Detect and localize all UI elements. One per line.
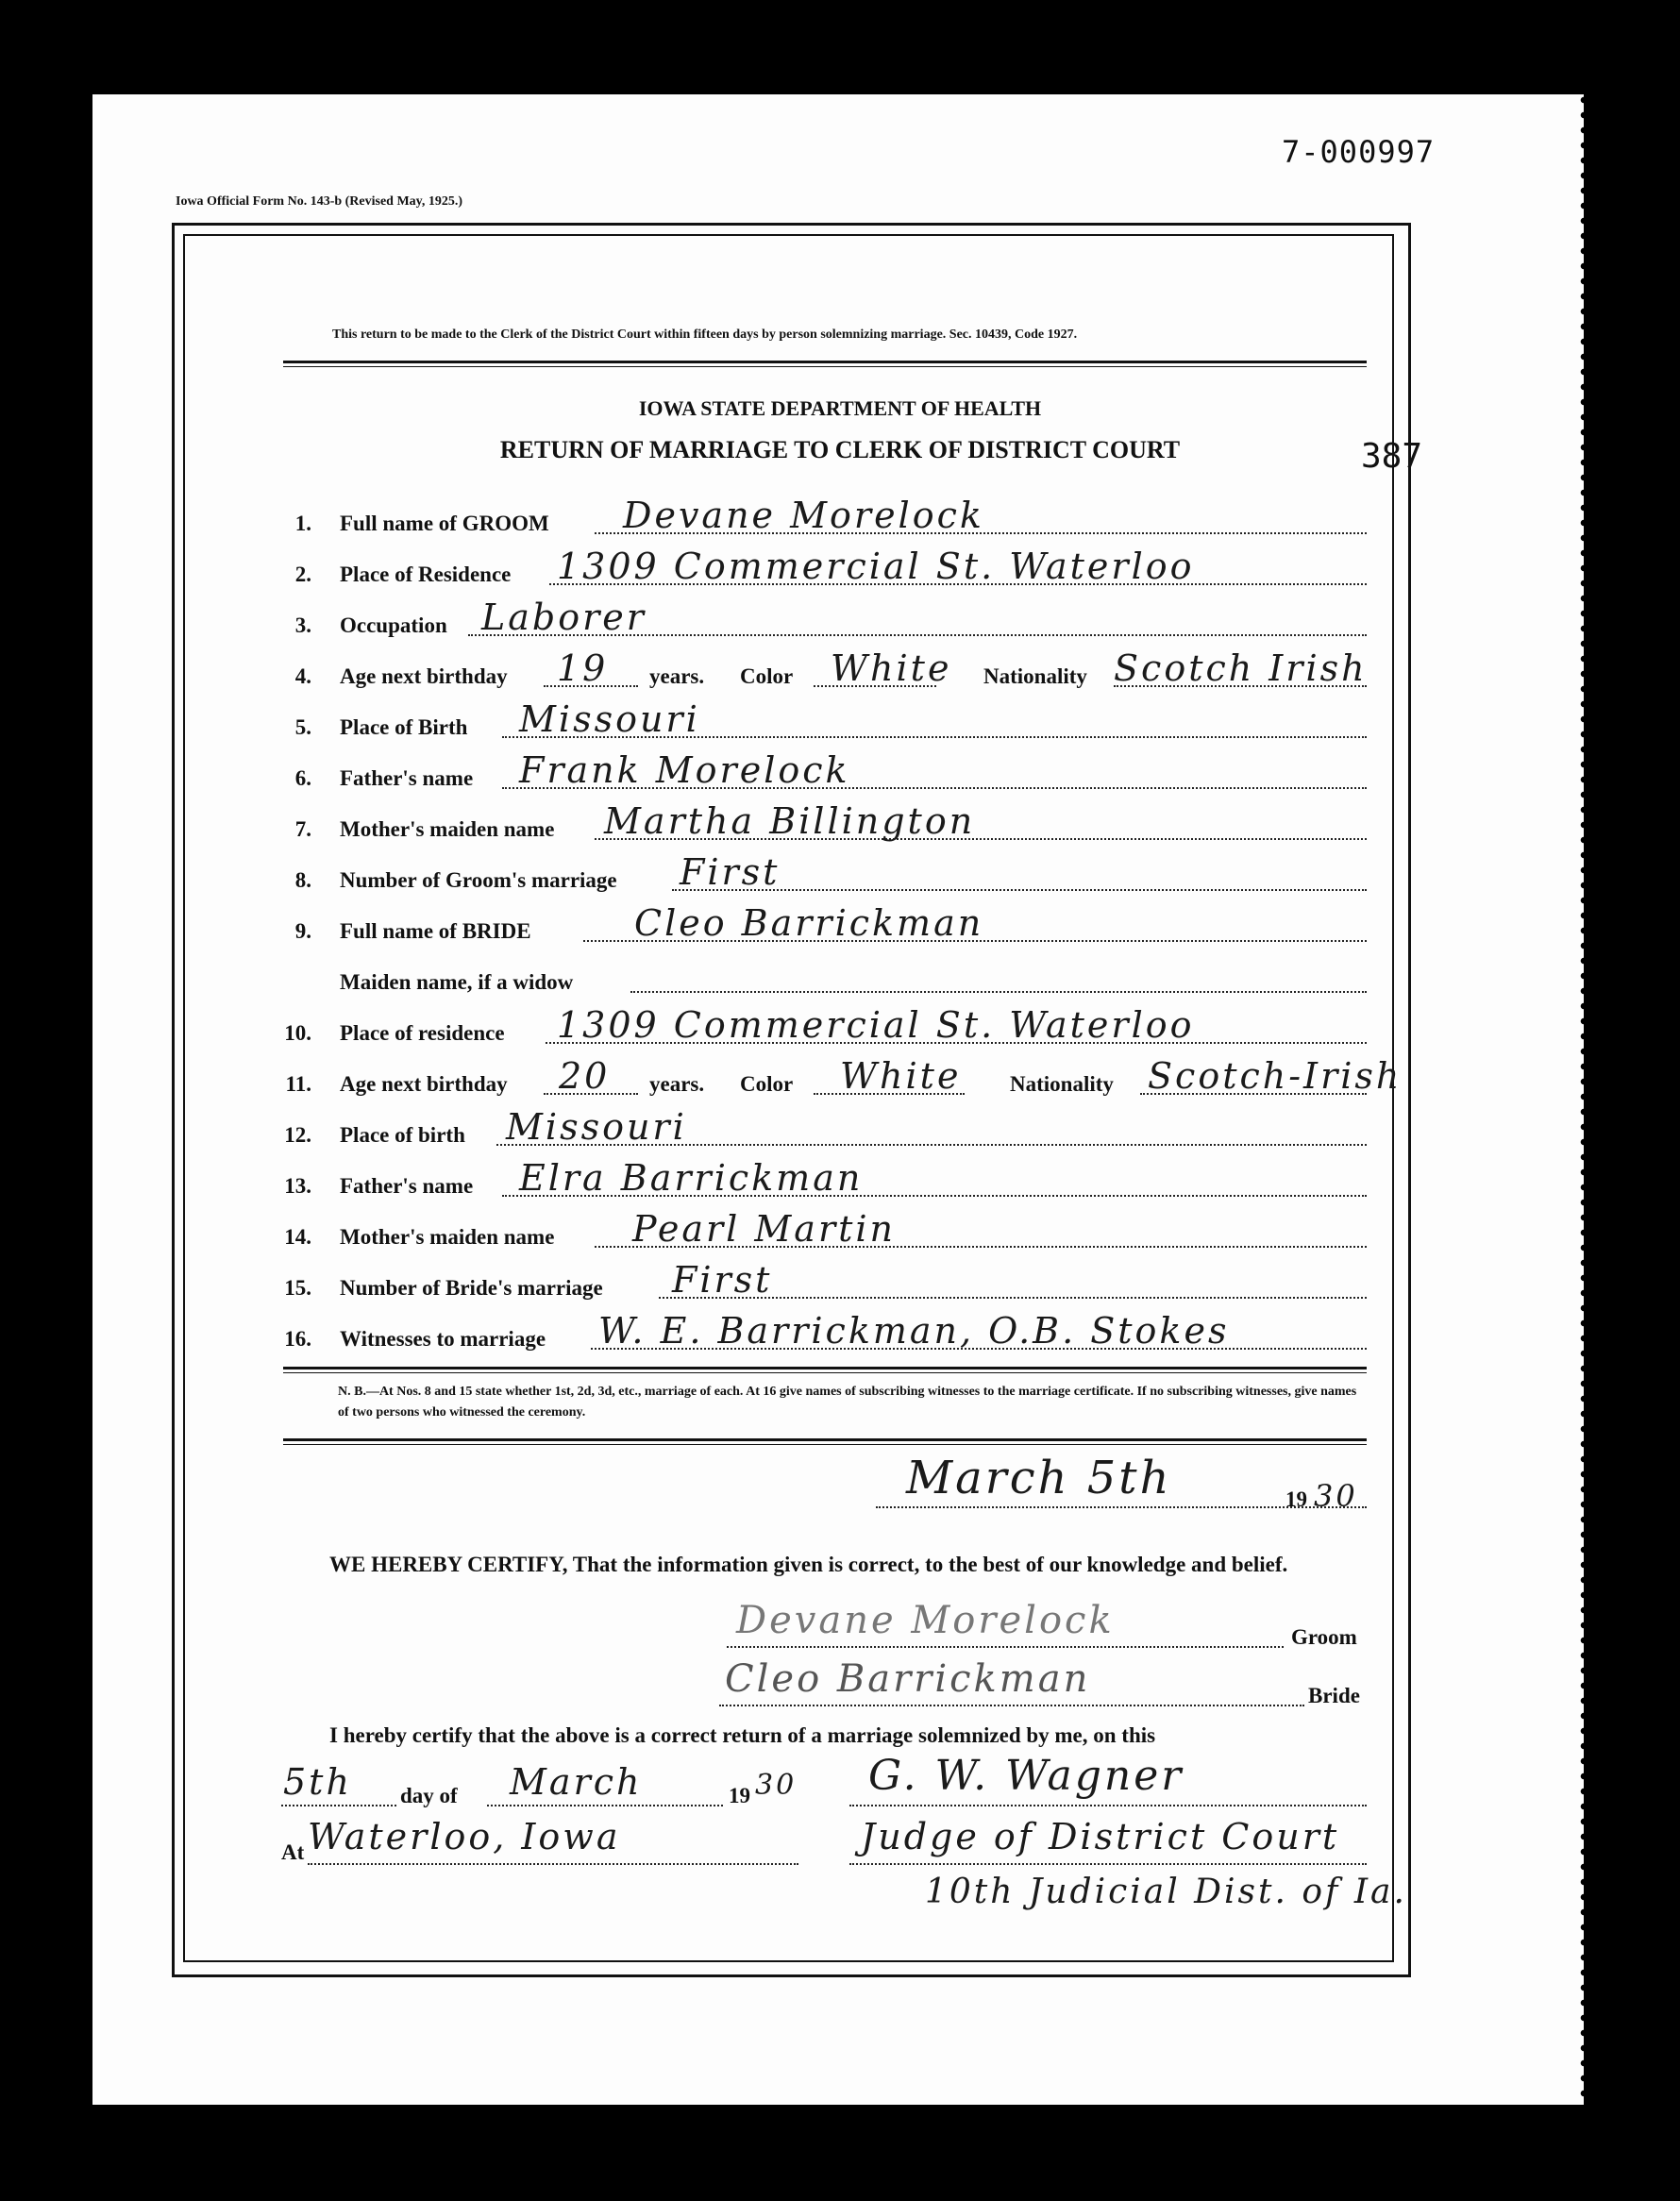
field-label: Place of birth	[340, 1123, 465, 1147]
field-label: Occupation	[340, 613, 447, 637]
at-label: At	[281, 1840, 305, 1864]
field-number: 6.	[294, 766, 311, 790]
day-fill-line	[281, 1805, 396, 1806]
officiant-place: Waterloo, Iowa	[308, 1816, 621, 1857]
page-number: 387	[1361, 437, 1423, 476]
bride-name-value: Cleo Barrickman	[634, 902, 984, 944]
bride-signature-line	[719, 1705, 1304, 1706]
field-row-bride-residence	[283, 1004, 1369, 1048]
bride-signature: Cleo Barrickman	[725, 1657, 1091, 1701]
nb-note: N. B.—At Nos. 8 and 15 state whether 1st, 2d, 3d, etc., marriage of each. At 16 give names of subscribing witnesses to the marriage certificate. If no subscribing witnesses, give names of two persons who witnessed the ceremony.	[338, 1385, 1357, 1420]
field-number: 8.	[294, 868, 311, 892]
field-label: Maiden name, if a widow	[340, 970, 574, 994]
officiant-statement: I hereby certify that the above is a correct return of a marriage solemnized by me, on this	[329, 1723, 1156, 1747]
field-number: 16.	[284, 1327, 311, 1351]
double-rule	[283, 361, 1367, 367]
bride-age-value: 20	[559, 1055, 611, 1097]
field-row-occupation	[283, 596, 1369, 640]
form-id: Iowa Official Form No. 143-b (Revised May, 1925.)	[176, 194, 463, 209]
field-label: Witnesses to marriage	[340, 1327, 546, 1351]
field-row-groom-name	[283, 495, 1369, 538]
field-number: 11.	[285, 1072, 311, 1096]
field-row-groom-marriage-number	[283, 851, 1369, 895]
field-row-bride-father	[283, 1157, 1369, 1201]
groom-signature: Devane Morelock	[736, 1599, 1115, 1642]
field-number: 12.	[284, 1123, 311, 1147]
department-heading: IOWA STATE DEPARTMENT OF HEALTH	[638, 396, 1042, 420]
date-year-suffix: 30	[1314, 1478, 1358, 1514]
field-number: 9.	[294, 919, 311, 943]
field-label: Full name of GROOM	[340, 512, 549, 535]
field-number: 5.	[294, 715, 311, 739]
officiant-signature-line	[849, 1805, 1367, 1806]
officiant-year-prefix: 19	[729, 1784, 750, 1807]
day-of-label: day of	[400, 1784, 458, 1807]
groom-father-value: Frank Morelock	[519, 749, 850, 791]
officiant-day: 5th	[283, 1761, 352, 1803]
field-row-groom-age	[283, 647, 1369, 691]
field-label: Father's name	[340, 766, 474, 790]
field-number: 14.	[284, 1225, 311, 1249]
field-row-groom-father	[283, 749, 1369, 793]
field-row-bride-age	[283, 1055, 1403, 1099]
field-number: 3.	[294, 613, 311, 637]
groom-mother-value: Martha Billington	[604, 800, 976, 842]
field-row-groom-birthplace	[283, 698, 1369, 742]
groom-sig-label: Groom	[1291, 1625, 1357, 1649]
field-row-groom-residence	[283, 546, 1369, 589]
bride-nationality-value: Scotch-Irish	[1148, 1055, 1403, 1097]
double-rule	[283, 1438, 1367, 1445]
field-row-groom-mother	[283, 800, 1369, 844]
bride-father-value: Elra Barrickman	[519, 1157, 864, 1199]
field-number: 4.	[294, 664, 311, 688]
field-label: Age next birthday	[340, 664, 508, 688]
field-row-witnesses	[283, 1310, 1369, 1353]
place-fill-line	[308, 1863, 798, 1865]
bride-birthplace-value: Missouri	[506, 1106, 687, 1148]
field-row-bride-name	[283, 902, 1369, 946]
field-label: Mother's maiden name	[340, 817, 555, 841]
officiant-title-line	[849, 1863, 1367, 1865]
officiant-month: March	[510, 1761, 643, 1803]
bride-marriage-number-value: First	[672, 1259, 773, 1301]
years-label: years.	[649, 664, 705, 688]
nationality-label: Nationality	[983, 664, 1087, 688]
groom-signature-line	[727, 1646, 1284, 1648]
field-row-bride-mother	[283, 1208, 1369, 1252]
field-label: Age next birthday	[340, 1072, 508, 1096]
officiant-title-1: Judge of District Court	[861, 1816, 1340, 1857]
certify-statement: WE HEREBY CERTIFY, That the information given is correct, to the best of our knowledge and belief.	[329, 1553, 1288, 1576]
nationality-label: Nationality	[1010, 1072, 1114, 1096]
occupation-value: Laborer	[481, 596, 647, 638]
field-label: Number of Bride's marriage	[340, 1276, 603, 1300]
field-label: Place of Birth	[340, 715, 468, 739]
groom-name-value: Devane Morelock	[623, 495, 984, 536]
field-number: 7.	[294, 817, 311, 841]
officiant-year-suffix: 30	[755, 1769, 798, 1802]
field-label: Full name of BRIDE	[340, 919, 531, 943]
bride-color-value: White	[840, 1055, 962, 1097]
field-number: 1.	[294, 512, 311, 535]
field-label: Number of Groom's marriage	[340, 868, 617, 892]
field-row-bride-birthplace	[283, 1106, 1369, 1150]
double-rule	[283, 1367, 1367, 1373]
groom-color-value: White	[831, 647, 952, 689]
field-row-bride-marriage-number	[283, 1259, 1369, 1302]
field-row-bride-maiden	[283, 957, 1369, 997]
groom-marriage-number-value: First	[680, 851, 781, 893]
document-number: 7-000997	[1282, 134, 1436, 170]
bride-sig-label: Bride	[1308, 1684, 1360, 1707]
years-label: years.	[649, 1072, 705, 1096]
field-number: 13.	[284, 1174, 311, 1198]
field-number: 15.	[284, 1276, 311, 1300]
witnesses-value: W. E. Barrickman, O.B. Stokes	[598, 1310, 1230, 1352]
color-label: Color	[740, 664, 794, 688]
bride-residence-value: 1309 Commercial St. Waterloo	[557, 1004, 1195, 1046]
fill-line	[630, 991, 1367, 993]
field-label: Mother's maiden name	[340, 1225, 555, 1249]
field-number: 2.	[294, 563, 311, 586]
field-label: Place of Residence	[340, 563, 512, 586]
field-label: Place of residence	[340, 1021, 505, 1045]
field-label: Father's name	[340, 1174, 474, 1198]
month-fill-line	[487, 1805, 723, 1806]
date-value: March 5th	[906, 1452, 1172, 1504]
officiant-title-2: 10th Judicial Dist. of Ia.	[925, 1873, 1407, 1911]
groom-birthplace-value: Missouri	[519, 698, 700, 740]
groom-nationality-value: Scotch Irish	[1114, 647, 1368, 689]
color-label: Color	[740, 1072, 794, 1096]
return-note: This return to be made to the Clerk of the District Court within fifteen days by person solemnizing marriage. Sec. 10439, Code 1927.	[332, 328, 1078, 342]
bride-mother-value: Pearl Martin	[632, 1208, 897, 1250]
field-number: 10.	[284, 1021, 311, 1045]
groom-age-value: 19	[557, 647, 609, 689]
officiant-signature: G. W. Wagner	[868, 1752, 1184, 1800]
form-title: RETURN OF MARRIAGE TO CLERK OF DISTRICT COURT	[499, 436, 1181, 463]
groom-residence-value: 1309 Commercial St. Waterloo	[557, 546, 1195, 587]
date-year-prefix: 19	[1285, 1487, 1307, 1511]
